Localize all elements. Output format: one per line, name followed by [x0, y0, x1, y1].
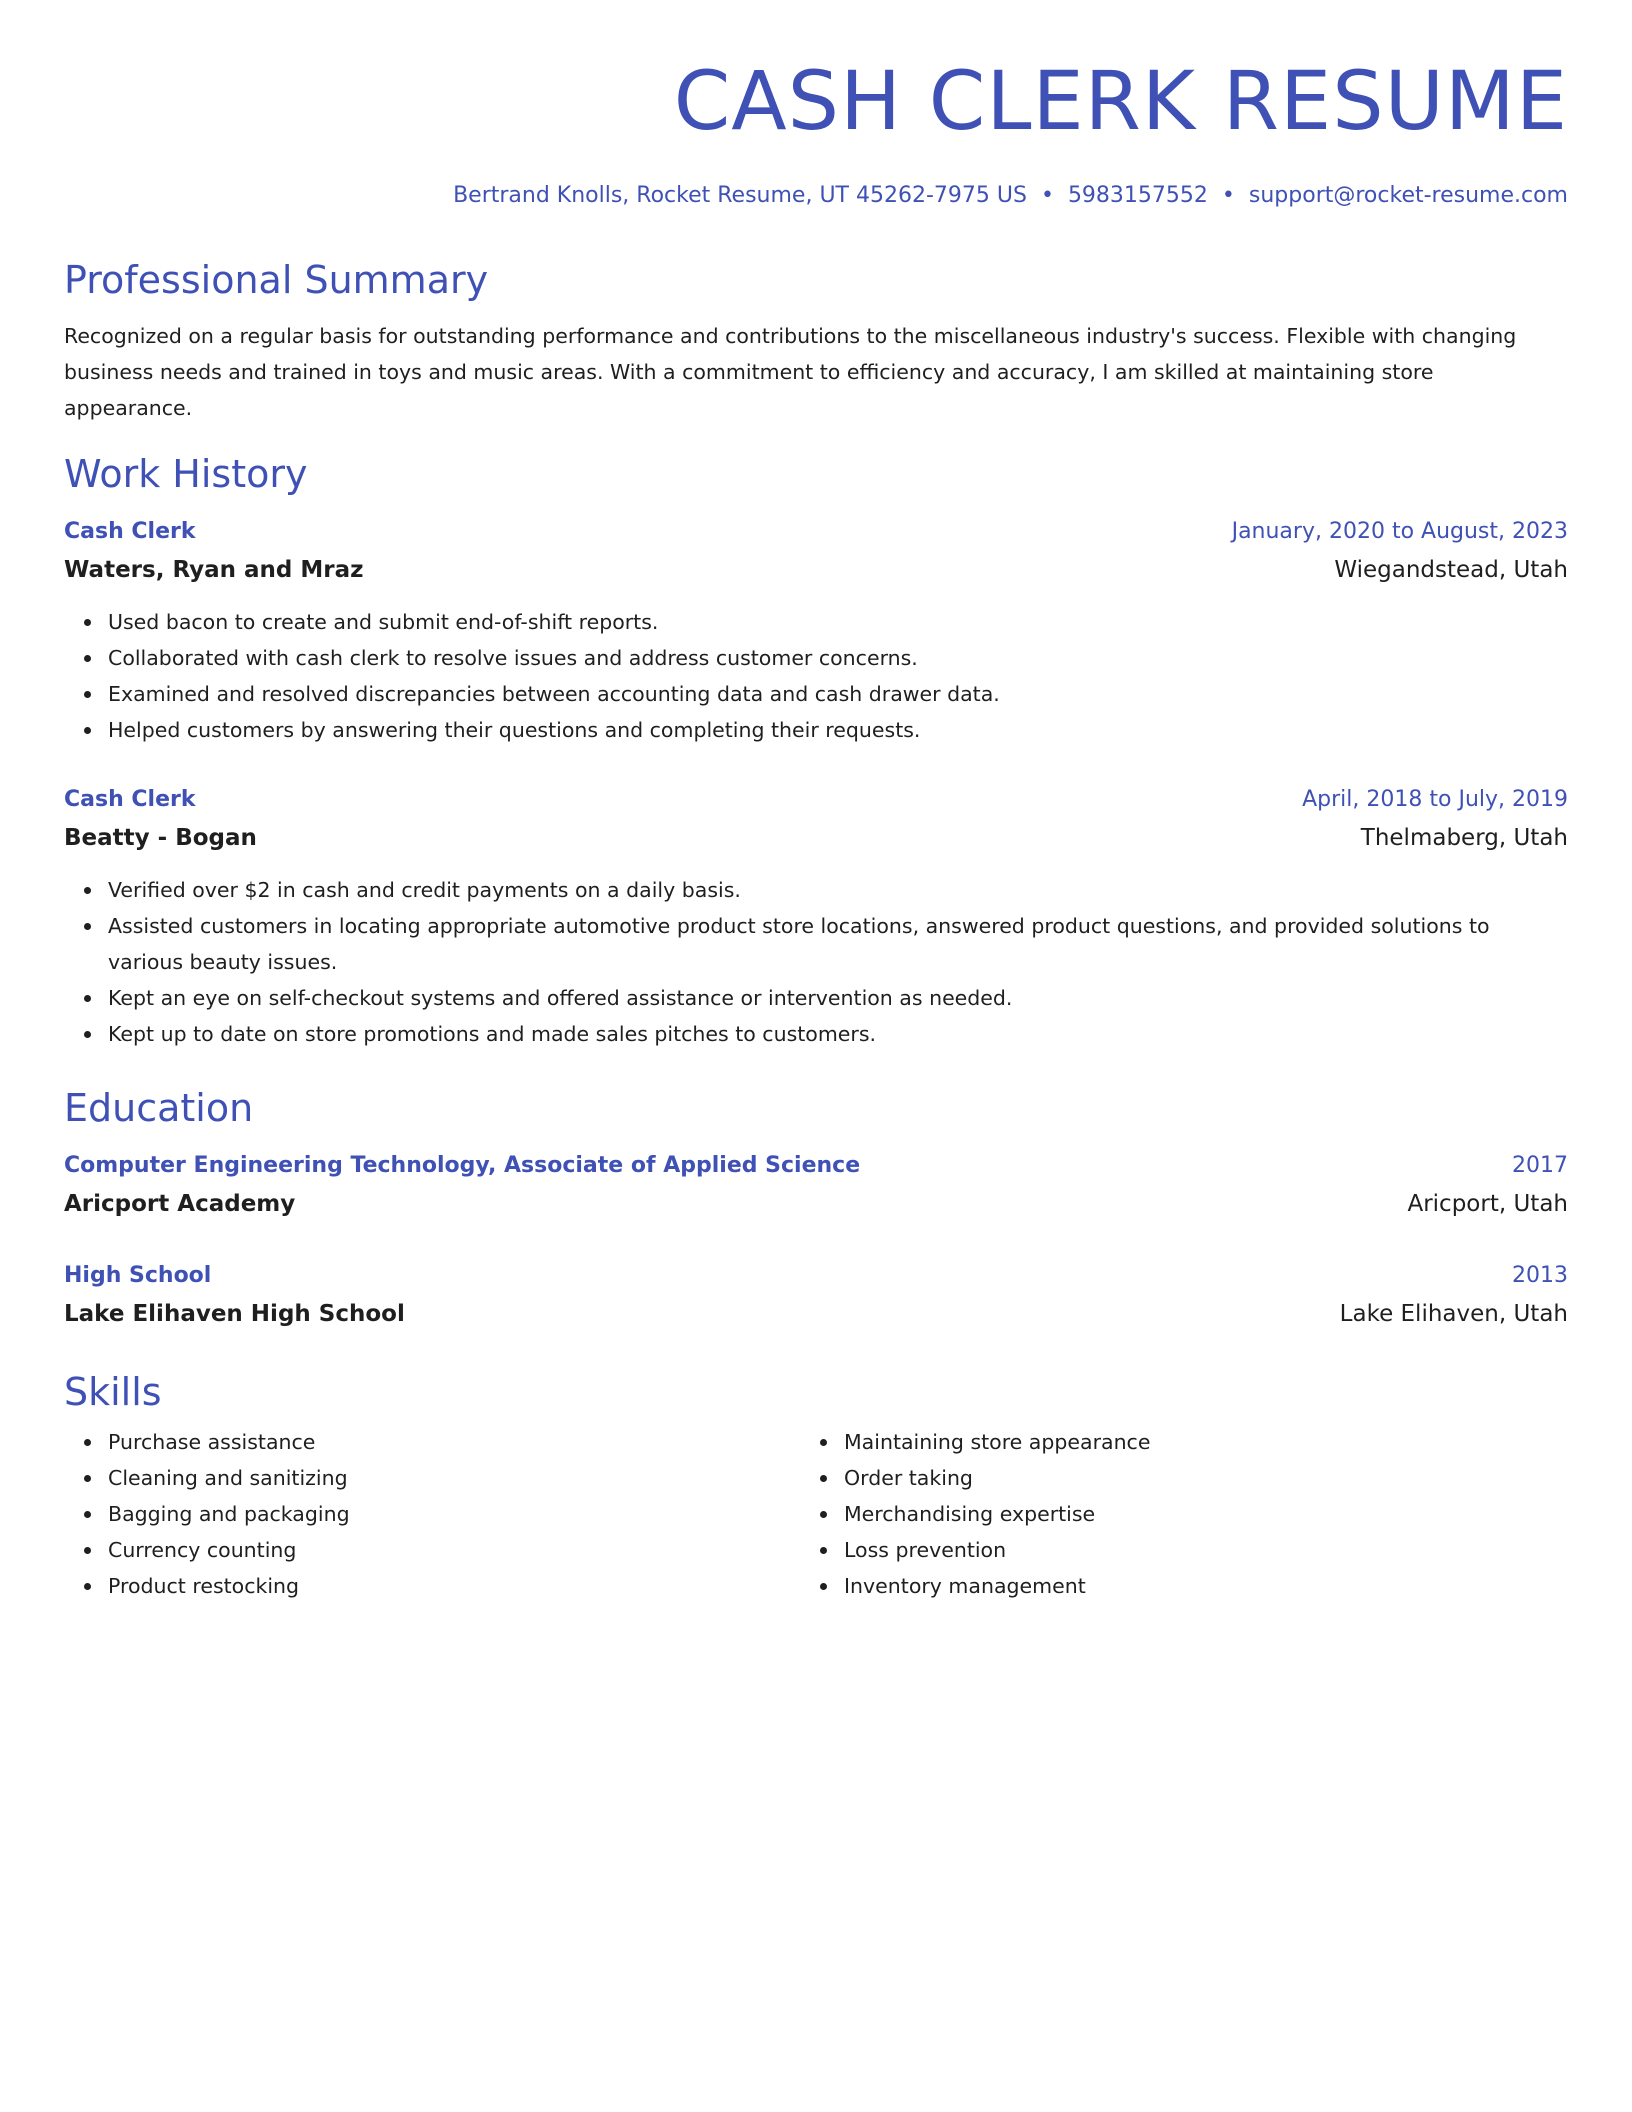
- contact-separator: •: [1040, 183, 1054, 208]
- job-duties-list: [64, 872, 1568, 1052]
- skill-item: Inventory management: [844, 1568, 1536, 1604]
- summary-heading: Professional Summary: [64, 258, 489, 302]
- skill-item: Maintaining store appearance: [844, 1424, 1536, 1460]
- contact-info: [64, 180, 1568, 212]
- skills-column-right: [800, 1424, 1536, 1604]
- job-entry: [64, 782, 1568, 1052]
- skills-columns: [64, 1424, 1568, 1604]
- work-history-heading: Work History: [64, 452, 308, 496]
- job-duty: Used bacon to create and submit end-of-shift reports.: [108, 604, 1568, 640]
- skill-item: Product restocking: [108, 1568, 800, 1604]
- contact-email: support@rocket-resume.com: [1248, 183, 1568, 208]
- job-duty: Assisted customers in locating appropriate automotive product store locations, answered product questions, and provided solutions to various beauty issues.: [108, 908, 1568, 980]
- job-duty: Examined and resolved discrepancies between accounting data and cash drawer data.: [108, 676, 1568, 712]
- job-company: Beatty - Bogan: [64, 825, 257, 851]
- education-entry: [64, 1258, 1568, 1334]
- job-title-row: [64, 782, 1568, 818]
- job-company: Waters, Ryan and Mraz: [64, 557, 364, 583]
- education-year: 2013: [1512, 1263, 1568, 1288]
- job-title: Cash Clerk: [64, 787, 196, 812]
- job-title: Cash Clerk: [64, 519, 196, 544]
- education-entry: [64, 1148, 1568, 1224]
- education-degree-row: [64, 1148, 1568, 1184]
- job-dates: January, 2020 to August, 2023: [1231, 519, 1568, 544]
- education-degree: High School: [64, 1263, 212, 1288]
- skill-item: Purchase assistance: [108, 1424, 800, 1460]
- job-company-row: [64, 550, 1568, 590]
- job-duties-list: [64, 604, 1568, 748]
- job-location: Wiegandstead, Utah: [1334, 557, 1568, 583]
- skill-item: Loss prevention: [844, 1532, 1536, 1568]
- contact-address: Bertrand Knolls, Rocket Resume, UT 45262-7975 US: [453, 183, 1027, 208]
- skills-heading: Skills: [64, 1370, 162, 1414]
- skills-list: [64, 1424, 800, 1604]
- summary-text: Recognized on a regular basis for outstanding performance and contributions to the miscellaneous industry's success. Flexible with changing business needs and trained in toys and music areas. With a commitment to efficiency and accuracy, I am skilled at maintaining store appearance.: [64, 324, 1517, 420]
- skill-item: Bagging and packaging: [108, 1496, 800, 1532]
- job-duty: Collaborated with cash clerk to resolve issues and address customer concerns.: [108, 640, 1568, 676]
- education-school: Lake Elihaven High School: [64, 1301, 405, 1327]
- education-school: Aricport Academy: [64, 1191, 296, 1217]
- skills-column-left: [64, 1424, 800, 1604]
- job-location: Thelmaberg, Utah: [1360, 825, 1568, 851]
- job-duty: Kept up to date on store promotions and made sales pitches to customers.: [108, 1016, 1568, 1052]
- education-heading: Education: [64, 1086, 254, 1130]
- education-year: 2017: [1512, 1153, 1568, 1178]
- job-entry: [64, 514, 1568, 748]
- skill-item: Cleaning and sanitizing: [108, 1460, 800, 1496]
- education-degree: Computer Engineering Technology, Associate of Applied Science: [64, 1153, 861, 1178]
- job-duty: Helped customers by answering their questions and completing their requests.: [108, 712, 1568, 748]
- skill-item: Currency counting: [108, 1532, 800, 1568]
- job-dates: April, 2018 to July, 2019: [1302, 787, 1568, 812]
- skill-item: Order taking: [844, 1460, 1536, 1496]
- education-school-row: [64, 1294, 1568, 1334]
- skill-item: Merchandising expertise: [844, 1496, 1536, 1532]
- job-company-row: [64, 818, 1568, 858]
- education-location: Aricport, Utah: [1407, 1191, 1568, 1217]
- resume-page: [64, 0, 1568, 1604]
- contact-separator: •: [1221, 183, 1235, 208]
- resume-title: CASH CLERK RESUME: [673, 55, 1568, 149]
- contact-phone: 5983157552: [1067, 183, 1208, 208]
- job-title-row: [64, 514, 1568, 550]
- job-duty: Verified over $2 in cash and credit payments on a daily basis.: [108, 872, 1568, 908]
- education-degree-row: [64, 1258, 1568, 1294]
- job-duty: Kept an eye on self-checkout systems and offered assistance or intervention as needed.: [108, 980, 1568, 1016]
- education-school-row: [64, 1184, 1568, 1224]
- education-location: Lake Elihaven, Utah: [1339, 1301, 1568, 1327]
- skills-list: [800, 1424, 1536, 1604]
